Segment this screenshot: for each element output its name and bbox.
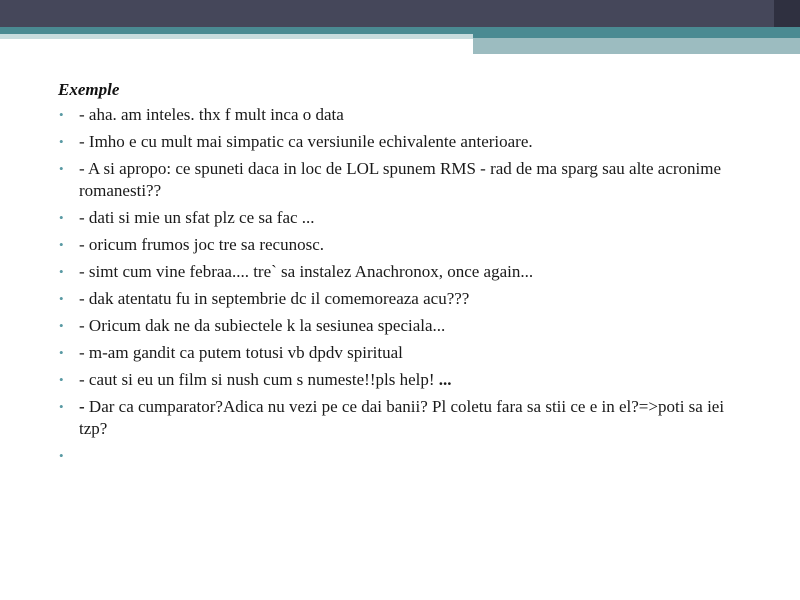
bullet-icon: • bbox=[59, 318, 64, 333]
list-item-text: - A si apropo: ce spuneti daca in loc de LOL spunem RMS - rad de ma sparg sau alte acronime romanesti?? bbox=[79, 159, 722, 200]
bullet-list bbox=[58, 104, 748, 463]
list-item-text: - m-am gandit ca putem totusi vb dpdv spiritual bbox=[79, 343, 403, 362]
header-band-light-right bbox=[473, 38, 800, 54]
bullet-icon: • bbox=[59, 237, 64, 252]
list-item bbox=[58, 342, 748, 364]
list-item-text: - simt cum vine febraa.... tre` sa instalez Anachronox, once again... bbox=[79, 262, 534, 281]
bullet-icon: • bbox=[59, 134, 64, 149]
list-item bbox=[58, 369, 748, 391]
list-item bbox=[58, 131, 748, 153]
list-item-text: - Oricum dak ne da subiectele k la sesiunea speciala... bbox=[79, 316, 446, 335]
slide-heading: Exemple bbox=[58, 80, 120, 99]
list-item bbox=[58, 396, 748, 440]
list-item-text: - dak atentatu fu in septembrie dc il comemoreaza acu??? bbox=[79, 289, 470, 308]
bullet-icon: • bbox=[59, 399, 64, 414]
list-item bbox=[58, 288, 748, 310]
list-item-text: - aha. am inteles. thx f mult inca o data bbox=[79, 105, 344, 124]
bullet-icon: • bbox=[59, 291, 64, 306]
bullet-icon: • bbox=[59, 345, 64, 360]
list-item-text: - dati si mie un sfat plz ce sa fac ... bbox=[79, 208, 315, 227]
bullet-icon: • bbox=[59, 107, 64, 122]
list-item bbox=[58, 261, 748, 283]
bullet-icon: • bbox=[59, 372, 64, 387]
list-item-bold-head: - bbox=[79, 397, 89, 416]
list-item-bold-tail: ... bbox=[438, 370, 452, 389]
list-item-text: - caut si eu un film si nush cum s numeste!!pls help! bbox=[79, 370, 439, 389]
slide-body bbox=[58, 78, 748, 463]
list-item bbox=[58, 158, 748, 202]
list-item-text: - Imho e cu mult mai simpatic ca versiunile echivalente anterioare. bbox=[79, 132, 533, 151]
header-band-edge bbox=[774, 0, 800, 27]
bullet-icon: • bbox=[59, 161, 64, 176]
list-item-text: Dar ca cumparator?Adica nu vezi pe ce dai banii? Pl coletu fara sa stii ce e in el?=>poti sa iei tzp? bbox=[79, 397, 725, 438]
list-item bbox=[58, 315, 748, 337]
bullet-icon: • bbox=[59, 448, 64, 463]
list-item bbox=[58, 234, 748, 256]
bullet-icon: • bbox=[59, 264, 64, 279]
list-item-text: - oricum frumos joc tre sa recunosc. bbox=[79, 235, 324, 254]
bullet-icon: • bbox=[59, 210, 64, 225]
header-band-light bbox=[0, 34, 473, 39]
list-item bbox=[58, 104, 748, 126]
header-band-dark bbox=[0, 0, 800, 27]
list-item bbox=[58, 207, 748, 229]
